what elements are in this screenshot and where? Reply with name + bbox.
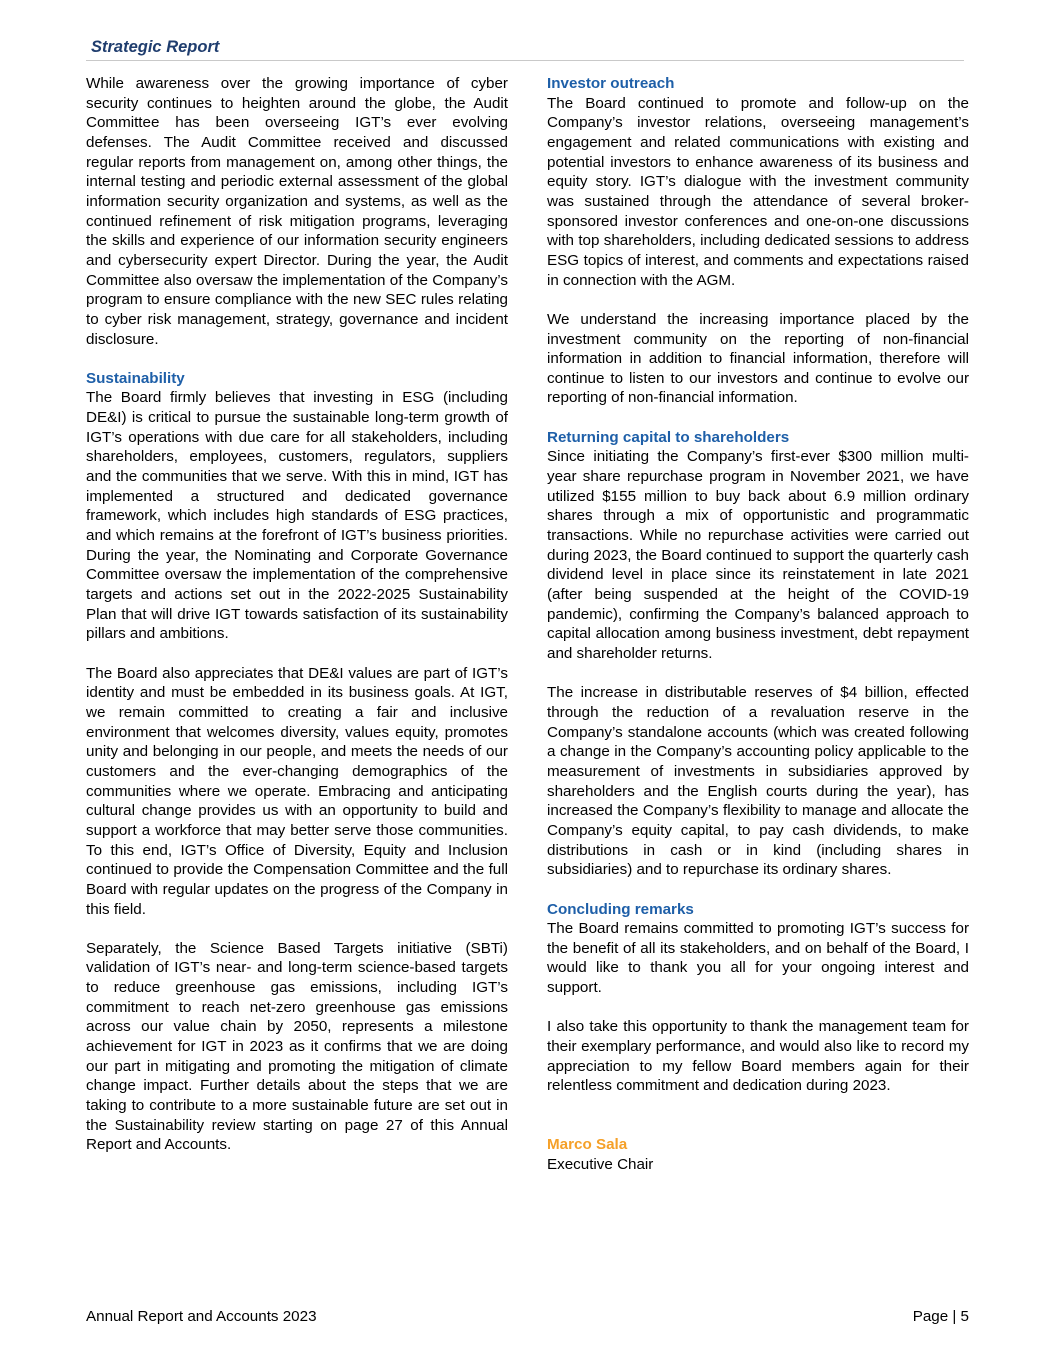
sustainability-heading: Sustainability [86,369,185,387]
footer-page-number: Page | 5 [912,1308,969,1325]
non-financial-reporting-paragraph: We understand the increasing importance placed by the investment community on the reporting of non-financial information in addition to financial information, therefore will continue to listen to our investors and continue to evolve our reporting of non-financial information. [547,310,969,407]
cyber-security-paragraph: While awareness over the growing importance of cyber security continues to heighten around the globe, the Audit Committee has been overseeing IGT’s ever evolving defenses. The Audit Committee received and discussed regular reports from management on, among other things, the internal testing and periodic external assessment of the global information security organization and systems, as well as the continued refinement of risk mitigation programs, leveraging the skills and experience of our information security engineers and cybersecurity expert Director. During the year, the Audit Committee also oversaw the implementation of the Company’s program to ensure compliance with the new SEC rules relating to cyber risk management, strategy, governance and incident disclosure. [86,75,508,348]
distributable-reserves-paragraph: The increase in distributable reserves of $4 billion, effected through the reduction of a revaluation reserve in the Company’s standalone accounts (which was created following a change in the Company’s accounting policy applicable to the measurement of investments in subsidiaries approved by shareholders and the English courts during the year), has increased the Company’s flexibility to manage and allocate the Company’s equity capital, to pay cash dividends, to make distributions in cash or in kind (including shares in subsidiaries) and to repurchase its ordinary shares. [547,684,969,879]
signer-name: Marco Sala [547,1136,628,1154]
concluding-remarks-heading: Concluding remarks [547,900,694,918]
esg-paragraph: The Board firmly believes that investing in ESG (including DE&I) is critical to pursue the sustainable long-term growth of IGT’s operations with due care for all stakeholders, including shareholders, employees, customers, regulators, suppliers and the communities that we serve. With this in mind, IGT has implemented a structured and dedicated governance framework, which includes high standards of ESG practices, and which remains at the forefront of IGT’s business priorities. During the year, the Nominating and Corporate Governance Committee oversaw the implementation of the comprehensive targets and actions set out in the 2022-2025 Sustainability Plan that will drive IGT towards satisfaction of its sustainability pillars and ambitions. [86,389,508,643]
right-column [547,74,969,1175]
share-repurchase-paragraph: Since initiating the Company’s first-ever $300 million multi-year share repurchase program in November 2021, we have utilized $155 million to buy back about 6.9 million ordinary shares through a mix of opportunistic and programmatic transactions. While no repurchase activities were carried out during 2023, the Board continued to support the quarterly cash dividend level in place since its reinstatement in late 2021 (after being suspended at the height of the COVID-19 pandemic), confirming the Company’s balanced approach to capital allocation among business investment, debt repayment and shareholder returns. [547,448,969,662]
concluding-paragraph-2: I also take this opportunity to thank the management team for their exemplary performance, and would also like to record my appreciation to my fellow Board members again for their relentless commitment and dedication during 2023. [547,1018,969,1095]
investor-outreach-heading: Investor outreach [547,75,675,92]
signer-title: Executive Chair [547,1156,654,1173]
section-title: Strategic Report [91,38,220,56]
returning-capital-heading: Returning capital to shareholders [547,428,790,446]
page-header [86,38,964,61]
left-column [86,74,508,1175]
sbti-paragraph: Separately, the Science Based Targets initiative (SBTi) validation of IGT’s near- and long-term science-based targets to reduce greenhouse gas emissions, including IGT’s commitment to reach net-zero greenhouse gas emissions across our value chain by 2050, represents a milestone achievement for IGT in 2023 as it confirms that we are doing our part in mitigating and promoting the mitigation of climate change impact. Further details about the steps that we are taking to contribute to a more sustainable future are set out in the Sustainability review starting on page 27 of this Annual Report and Accounts. [86,939,508,1154]
footer-report-title: Annual Report and Accounts 2023 [86,1308,317,1325]
dei-paragraph: The Board also appreciates that DE&I values are part of IGT’s identity and must be embedded in its business goals. At IGT, we remain committed to creating a fair and inclusive environment that welcomes diversity, values equity, promotes unity and belonging in our people, and meets the needs of our customers and the ever-changing demographics of the communities where we operate. Embracing and anticipating cultural change provides us with an opportunity to build and support a workforce that may better serve those communities. To this end, IGT’s Office of Diversity, Equity and Inclusion continued to provide the Compensation Committee and the full Board with regular updates on the progress of the Company in this field. [86,664,508,918]
concluding-paragraph-1: The Board remains committed to promoting IGT’s success for the benefit of all its stakeholders, and on behalf of the Board, I would like to thank you all for your ongoing interest and support. [547,920,969,997]
investor-relations-paragraph: The Board continued to promote and follow-up on the Company’s investor relations, overseeing management’s engagement and related communications with existing and potential investors to enhance awareness of its business and equity story. IGT’s dialogue with the investment community was sustained through the attendance of several broker-sponsored investor conferences and one-on-one discussions with top shareholders, including dedicated sessions to address ESG topics of interest, and comments and expectations raised in connection with the AGM. [547,94,969,289]
